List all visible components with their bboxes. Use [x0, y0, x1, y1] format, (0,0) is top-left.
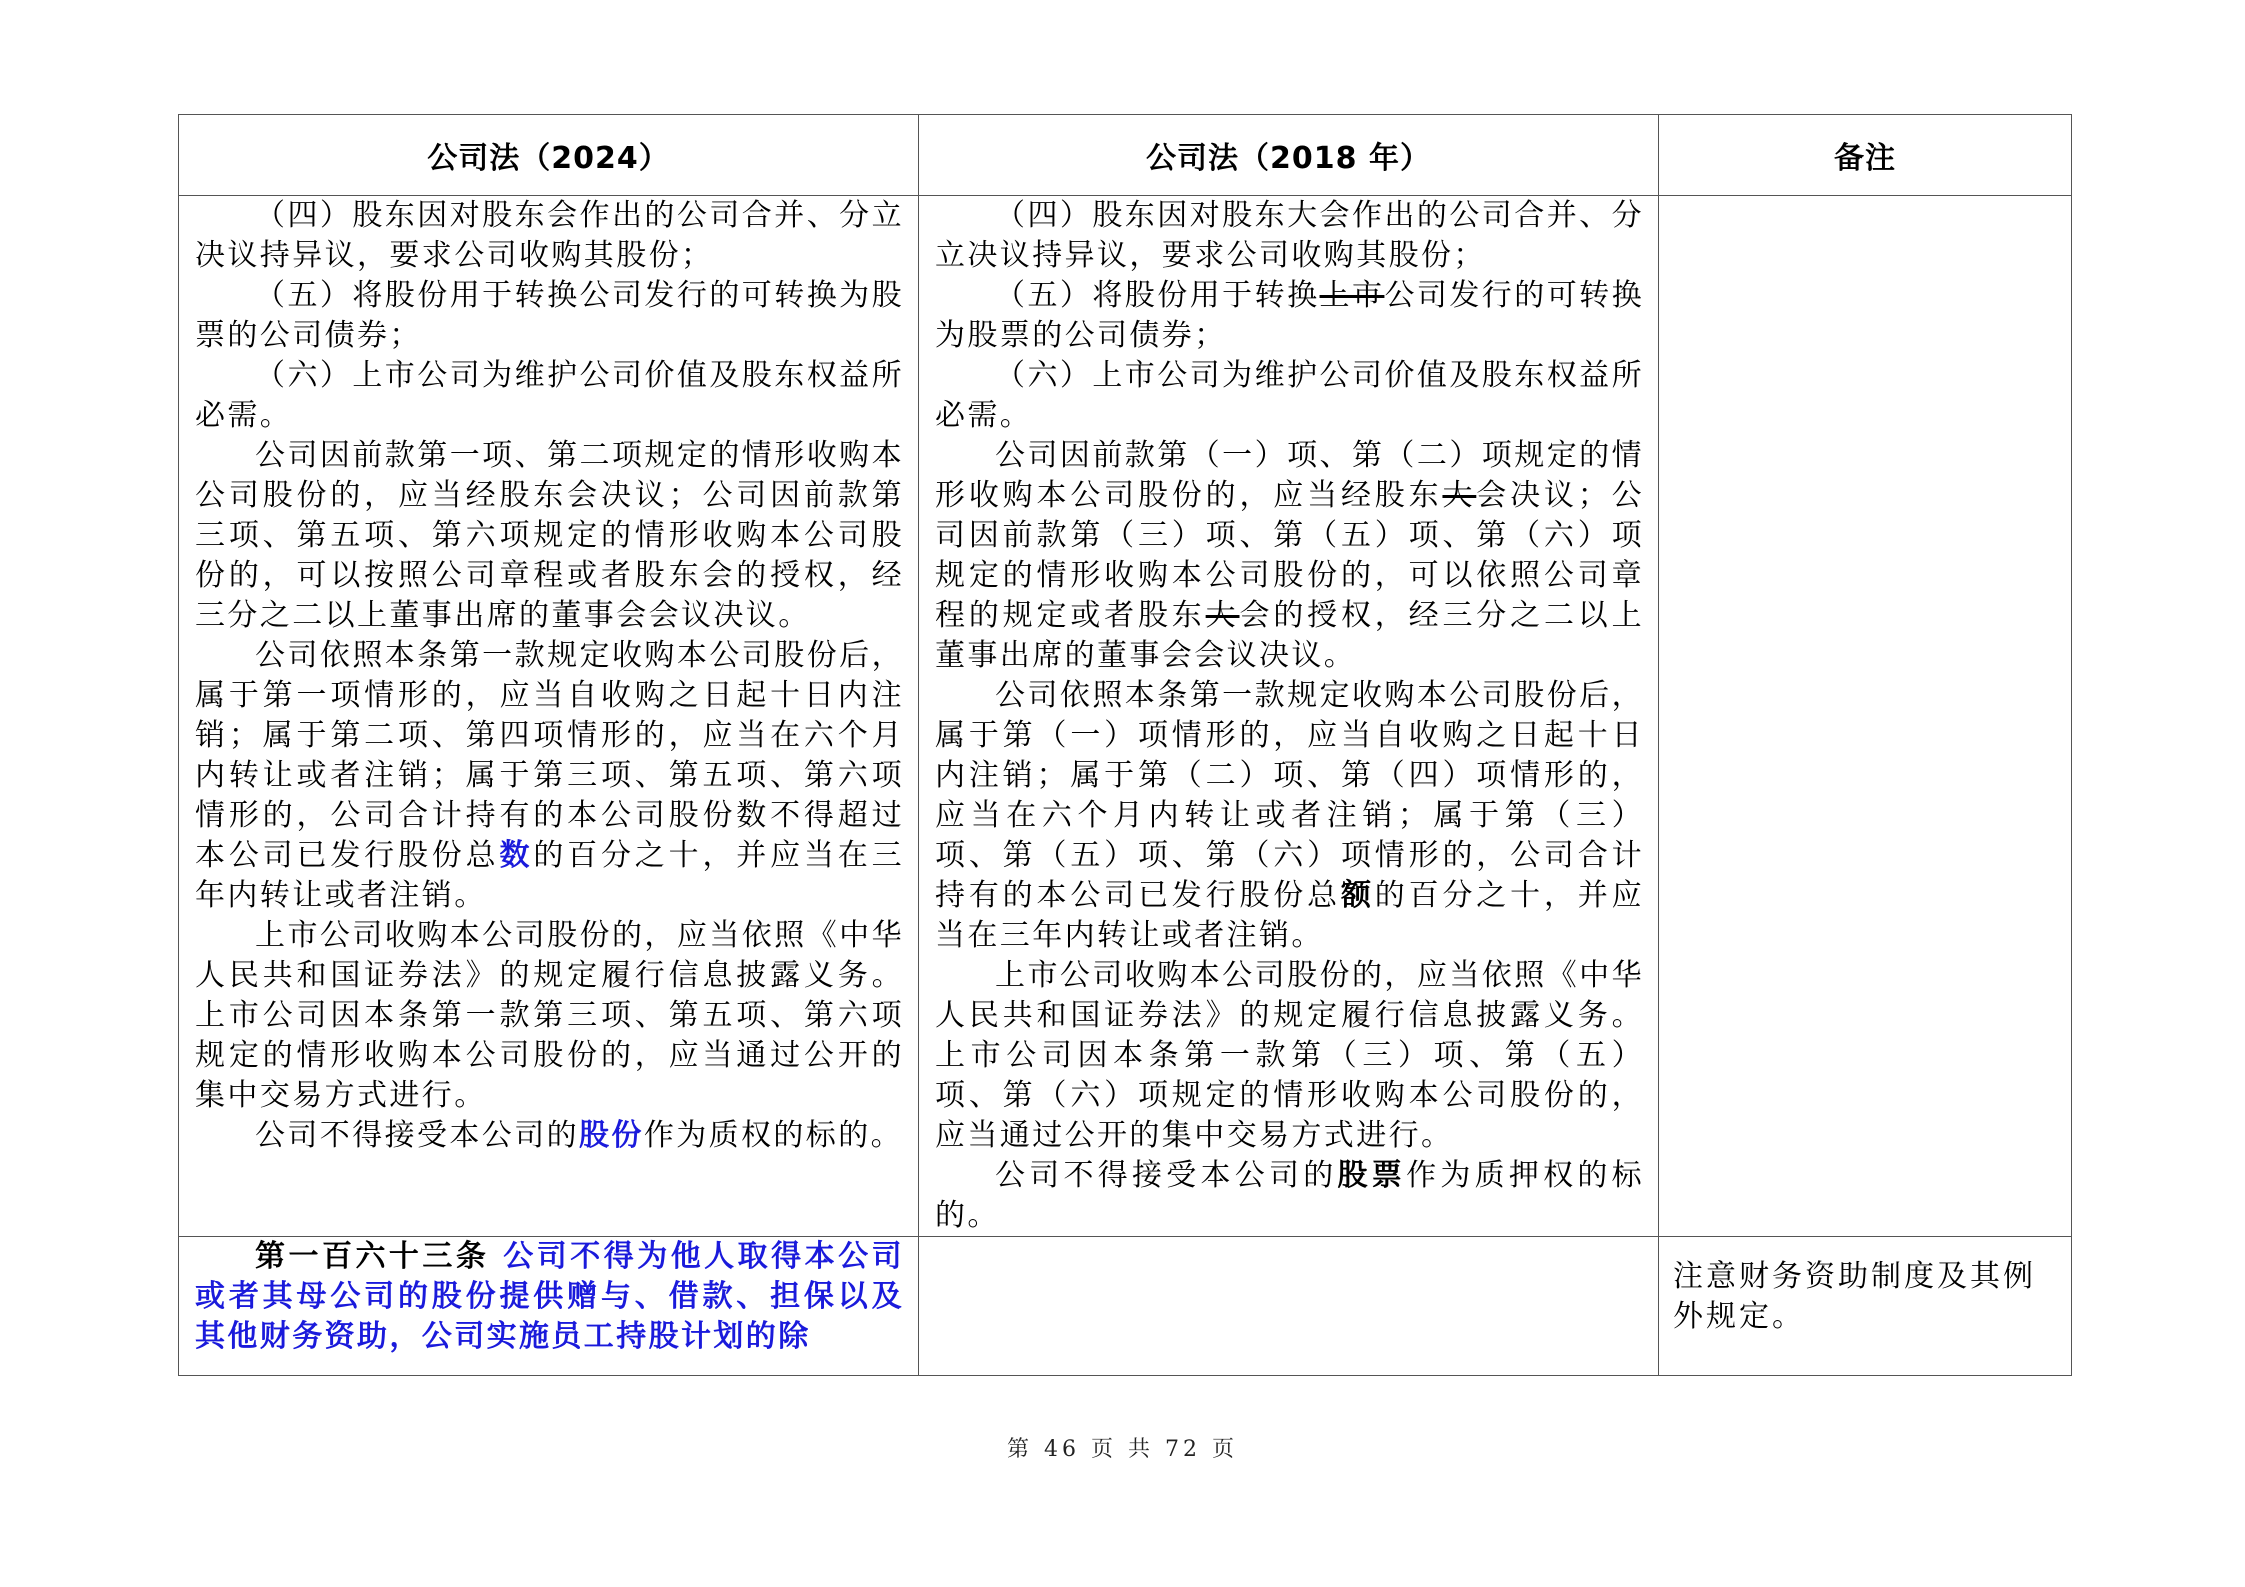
paragraph — [935, 676, 1644, 956]
paragraph — [935, 356, 1644, 436]
cell-2018-article — [919, 196, 1659, 1237]
paragraph — [195, 196, 904, 276]
text-run: （五）将股份用于转换公司发行的可转换为股票的公司债券； — [195, 278, 904, 353]
paragraph — [935, 1156, 1644, 1236]
table-row — [179, 196, 2072, 1237]
paragraph — [195, 1237, 904, 1357]
text-run: 的百分之十，并应当在三年内转让或者注销。 — [195, 838, 905, 913]
header-2018: 公司法（2018 年） — [919, 115, 1659, 196]
text-run-bold: 第一百六十三条 — [255, 1239, 504, 1274]
paragraph — [195, 1116, 904, 1156]
paragraph — [195, 436, 904, 636]
text-run: 作为质押权的标的。 — [935, 1158, 1644, 1233]
text-run: 会决议；公司因前款第（三）项、第（五）项、第（六）项规定的情形收购本公司股份的，可以依照公司章程的规定或者股东 — [935, 478, 1645, 633]
text-run-del: 大 — [1442, 478, 1477, 513]
cell-2024-article — [179, 196, 919, 1237]
text-run: 公司因前款第（一）项、第（二）项规定的情形收购本公司股份的，应当经股东 — [935, 438, 1644, 513]
text-run-del: 大 — [1205, 598, 1240, 633]
text-run: （六）上市公司为维护公司价值及股东权益所必需。 — [935, 358, 1644, 433]
text-run: （五）将股份用于转换 — [995, 278, 1320, 313]
text-run-bold: 股票 — [1337, 1158, 1407, 1193]
text-run-del: 上市 — [1319, 278, 1385, 313]
text-run-blue: 公司不得为他人取得本公司或者其母公司的股份提供赠与、借款、担保以及其他财务资助，公司实施员工持股计划的除 — [195, 1239, 904, 1354]
footer-page-number: 46 — [1044, 1437, 1080, 1462]
header-row — [179, 115, 2072, 196]
text-run-blue: 数 — [499, 838, 534, 873]
text-run: 的百分之十，并应当在三年内转让或者注销。 — [935, 878, 1644, 953]
text-run: （六）上市公司为维护公司价值及股东权益所必需。 — [195, 358, 904, 433]
text-run: （四）股东因对股东会作出的公司合并、分立决议持异议，要求公司收购其股份； — [195, 198, 904, 273]
text-run-bold: 额 — [1340, 878, 1375, 913]
text-run: 公司因前款第一项、第二项规定的情形收购本公司股份的，应当经股东会决议；公司因前款第三项、第五项、第六项规定的情形收购本公司股份的，可以按照公司章程或者股东会的授权，经三分之二以上董事出席的董事会会议决议。 — [195, 438, 904, 633]
cell-2024-article-163 — [179, 1237, 919, 1376]
paragraph — [935, 276, 1644, 356]
text-run: （四）股东因对股东大会作出的公司合并、分立决议持异议，要求公司收购其股份； — [935, 198, 1644, 273]
paragraph — [195, 636, 904, 916]
page-footer — [0, 1432, 2245, 1463]
text-run-blue: 股份 — [579, 1118, 644, 1153]
table-row — [179, 1237, 2072, 1376]
cell-note-financial-assistance: 注意财务资助制度及其例外规定。 — [1659, 1237, 2072, 1376]
comparison-table — [178, 114, 2072, 1376]
footer-suffix: 页 — [1212, 1437, 1239, 1462]
paragraph — [935, 436, 1644, 676]
text-run: 公司依照本条第一款规定收购本公司股份后，属于第一项情形的，应当自收购之日起十日内注销；属于第二项、第四项情形的，应当在六个月内转让或者注销；属于第三项、第五项、第六项情形的，公司合计持有的本公司股份数不得超过本公司已发行股份总 — [195, 638, 904, 873]
text-run: 作为质权的标的。 — [643, 1118, 904, 1153]
paragraph — [195, 916, 904, 1116]
text-run: 公司依照本条第一款规定收购本公司股份后，属于第（一）项情形的，应当自收购之日起十日内注销；属于第（二）项、第（四）项情形的，应当在六个月内转让或者注销；属于第（三）项、第（五）项、第（六）项情形的，公司合计持有的本公司已发行股份总 — [935, 678, 1644, 913]
cell-2018-empty — [919, 1237, 1659, 1376]
cell-note — [1659, 196, 2072, 1237]
footer-total-pages: 72 — [1165, 1437, 1201, 1462]
footer-middle: 页 共 — [1091, 1437, 1154, 1462]
text-run: 公司发行的可转换为股票的公司债券； — [935, 278, 1644, 353]
text-run: 会的授权，经三分之二以上董事出席的董事会会议决议。 — [935, 598, 1645, 673]
paragraph — [935, 956, 1644, 1156]
text-run: 上市公司收购本公司股份的，应当依照《中华人民共和国证券法》的规定履行信息披露义务。上市公司因本条第一款第（三）项、第（五）项、第（六）项规定的情形收购本公司股份的，应当通过公开的集中交易方式进行。 — [935, 958, 1644, 1153]
text-run: 公司不得接受本公司的 — [255, 1118, 579, 1153]
text-run: 公司不得接受本公司的 — [995, 1158, 1338, 1193]
paragraph — [935, 196, 1644, 276]
header-notes: 备注 — [1659, 115, 2072, 196]
header-2024: 公司法（2024） — [179, 115, 919, 196]
text-run: 上市公司收购本公司股份的，应当依照《中华人民共和国证券法》的规定履行信息披露义务。上市公司因本条第一款第三项、第五项、第六项规定的情形收购本公司股份的，应当通过公开的集中交易方式进行。 — [195, 918, 904, 1113]
paragraph — [195, 356, 904, 436]
paragraph — [195, 276, 904, 356]
footer-prefix: 第 — [1006, 1437, 1033, 1462]
